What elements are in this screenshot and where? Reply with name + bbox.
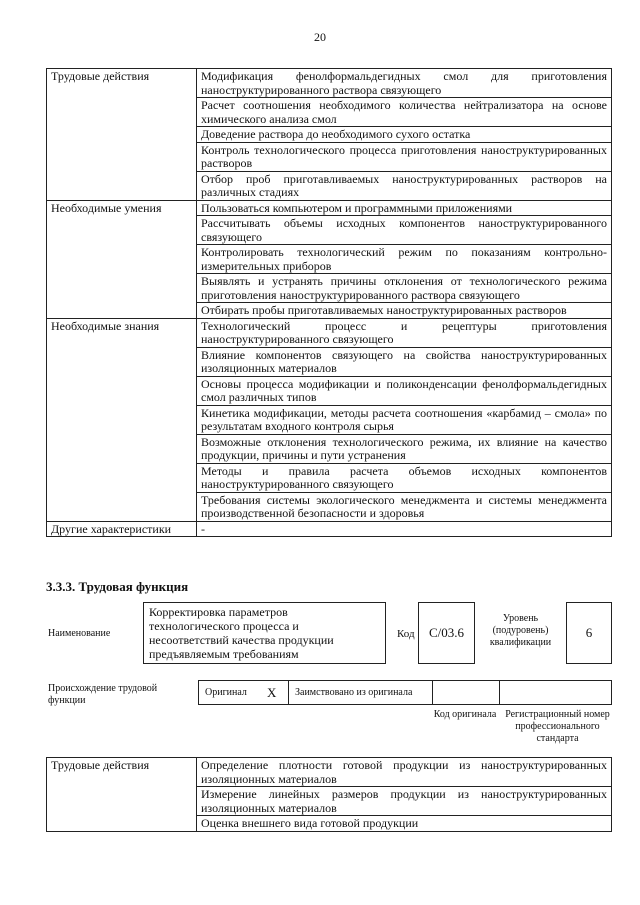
row-description: Контролировать технологический режим по показаниям контрольно-измерительных приборов xyxy=(197,245,612,274)
name-value-box: Корректировка параметров технологического процесса и несоответствий качества продукции предъявляемым требованиям xyxy=(143,602,386,664)
table-row xyxy=(47,303,612,319)
origin-row xyxy=(198,680,612,705)
row-category-label: Трудовые действия xyxy=(47,758,197,787)
table-row xyxy=(47,142,612,171)
row-description: Отбор проб приготавливаемых наноструктурированных растворов на различных стадиях xyxy=(197,171,612,200)
table-row xyxy=(47,347,612,376)
row-description: Возможные отклонения технологического режима, их влияние на качество продукции, причины и пути устранения xyxy=(197,434,612,463)
row-description: Измерение линейных размеров продукции из наноструктурированных изоляционных материалов xyxy=(197,787,612,816)
table-row xyxy=(47,816,612,832)
row-category-label xyxy=(47,127,197,143)
row-category-label xyxy=(47,303,197,319)
row-category-label xyxy=(47,816,197,832)
row-description: Рассчитывать объемы исходных компонентов наноструктурированного связующего xyxy=(197,216,612,245)
row-category-label xyxy=(47,376,197,405)
row-category-label: Необходимые знания xyxy=(47,318,197,347)
row-description: Определение плотности готовой продукции из наноструктурированных изоляционных материалов xyxy=(197,758,612,787)
row-description: Доведение раствора до необходимого сухого остатка xyxy=(197,127,612,143)
row-category-label xyxy=(47,405,197,434)
row-category-label xyxy=(47,274,197,303)
row-description: Пользоваться компьютером и программными приложениями xyxy=(197,200,612,216)
table-row xyxy=(47,216,612,245)
row-description: Требования системы экологического менеджмента и системы менеджмента производственной безопасности и здоровья xyxy=(197,492,612,521)
registration-number-caption: Регистрационный номер профессионального стандарта xyxy=(505,709,610,744)
table-row xyxy=(47,274,612,303)
qualification-level-box xyxy=(566,602,612,664)
table-row xyxy=(47,200,612,216)
origin-separator xyxy=(288,681,289,704)
table-row xyxy=(47,245,612,274)
table-row xyxy=(47,521,612,537)
row-description: Контроль технологического процесса приготовления наноструктурированных растворов xyxy=(197,142,612,171)
section-title: 3.3.3. Трудовая функция xyxy=(46,579,189,594)
table-row xyxy=(47,171,612,200)
row-category-label xyxy=(47,463,197,492)
table-row xyxy=(47,69,612,98)
row-category-label xyxy=(47,245,197,274)
row-category-label xyxy=(47,171,197,200)
row-category-label xyxy=(47,434,197,463)
row-category-label xyxy=(47,216,197,245)
table-row xyxy=(47,463,612,492)
row-description: Технологический процесс и рецептуры приготовления наноструктурированного связующего xyxy=(197,318,612,347)
row-category-label: Трудовые действия xyxy=(47,69,197,98)
row-category-label xyxy=(47,142,197,171)
row-category-label xyxy=(47,787,197,816)
table-row xyxy=(47,434,612,463)
origin-original-label: Оригинал xyxy=(205,687,247,698)
row-description: Отбирать пробы приготавливаемых наноструктурированных растворов xyxy=(197,303,612,319)
row-category-label xyxy=(47,347,197,376)
row-description: Кинетика модификации, методы расчета соотношения «карбамид – смола» по результатам входного контроля сырья xyxy=(197,405,612,434)
row-description: Методы и правила расчета объемов исходных компонентов наноструктурированного связующего xyxy=(197,463,612,492)
origin-separator xyxy=(432,681,433,704)
row-category-label xyxy=(47,492,197,521)
page-number: 20 xyxy=(314,30,326,44)
table-row xyxy=(47,98,612,127)
origin-separator xyxy=(499,681,500,704)
name-label: Наименование xyxy=(48,628,111,639)
table-row xyxy=(47,318,612,347)
row-description: Модификация фенолформальдегидных смол для приготовления наноструктурированного раствора связующего xyxy=(197,69,612,98)
row-description: Выявлять и устранять причины отклонения от технологического режима приготовления наноструктурированного раствора связующего xyxy=(197,274,612,303)
labor-function-table-1 xyxy=(46,68,612,537)
qualification-level-value: 6 xyxy=(585,625,593,640)
table-row xyxy=(47,127,612,143)
table-row xyxy=(47,405,612,434)
row-description: Основы процесса модификации и поликонденсации фенолформальдегидных смол различных типов xyxy=(197,376,612,405)
code-value: С/03.6 xyxy=(428,625,465,640)
original-code-caption: Код оригинала xyxy=(433,709,497,720)
row-category-label xyxy=(47,98,197,127)
origin-label: Происхождение трудовой функции xyxy=(48,683,158,706)
qualification-level-label: Уровень (подуровень) квалификации xyxy=(489,613,552,648)
table-row xyxy=(47,758,612,787)
labor-function-table-2 xyxy=(46,757,612,832)
row-description: Расчет соотношения необходимого количества нейтрализатора на основе химического анализа смол xyxy=(197,98,612,127)
table-row xyxy=(47,376,612,405)
row-category-label: Необходимые умения xyxy=(47,200,197,216)
row-description: Влияние компонентов связующего на свойства наноструктурированных изоляционных материалов xyxy=(197,347,612,376)
row-description: Оценка внешнего вида готовой продукции xyxy=(197,816,612,832)
row-description: - xyxy=(197,521,612,537)
table-row xyxy=(47,492,612,521)
row-category-label: Другие характеристики xyxy=(47,521,197,537)
code-value-box xyxy=(418,602,475,664)
code-label: Код xyxy=(397,628,415,640)
origin-x-mark: X xyxy=(267,684,277,700)
origin-borrowed-label: Заимствовано из оригинала xyxy=(295,687,413,698)
table-row xyxy=(47,787,612,816)
